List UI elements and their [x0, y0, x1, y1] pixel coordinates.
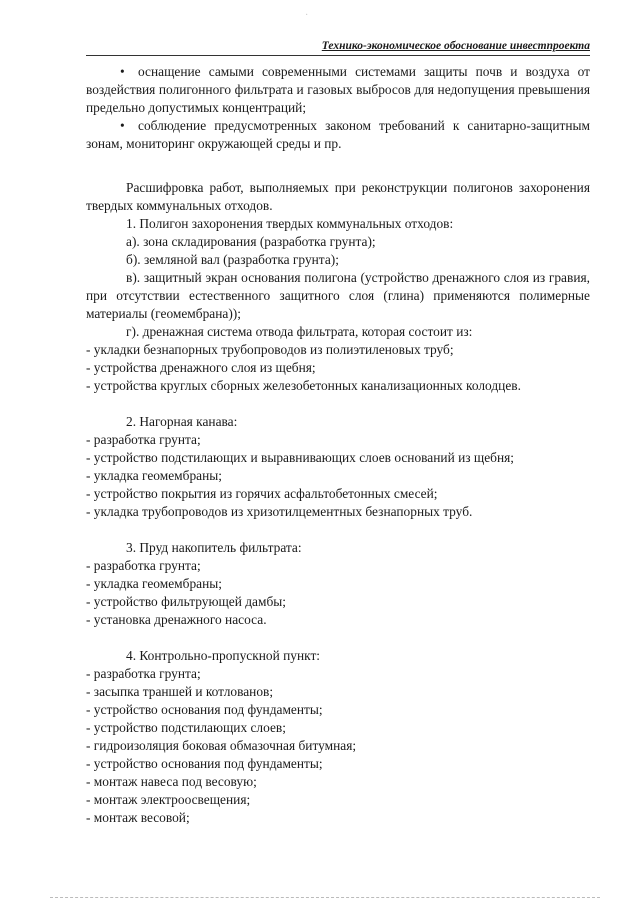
- list-item: б). земляной вал (разработка грунта);: [126, 252, 339, 267]
- section-heading: 3. Пруд накопитель фильтрата:: [126, 540, 302, 555]
- section-heading: 4. Контрольно-пропускной пункт:: [126, 648, 321, 663]
- list-item: - устройство подстилающих слоев;: [86, 720, 286, 735]
- bullet-text: соблюдение предусмотренных законом требований к санитарно-защитным зонам, мониторинг окружающей среды и пр.: [86, 118, 590, 151]
- bullet-item: [86, 63, 590, 117]
- list-item: - укладка геомембраны;: [86, 468, 222, 483]
- intro-paragraph: Расшифровка работ, выполняемых при реконструкции полигонов захоронения твердых коммунальных отходов.: [86, 180, 590, 213]
- list-item: - устройство фильтрующей дамбы;: [86, 594, 286, 609]
- list-item: - устройство покрытия из горячих асфальтобетонных смесей;: [86, 486, 438, 501]
- list-item: - разработка грунта;: [86, 432, 201, 447]
- section-heading: 1. Полигон захоронения твердых коммунальных отходов:: [126, 216, 454, 231]
- list-item: - устройства дренажного слоя из щебня;: [86, 360, 316, 375]
- list-item: в). защитный экран основания полигона (устройство дренажного слоя из гравия, при отсутствии естественного защитного слоя (глина) применяются полимерные материалы (геомембрана));: [86, 270, 590, 321]
- list-item: - монтаж навеса под весовую;: [86, 774, 257, 789]
- list-item: - монтаж весовой;: [86, 810, 190, 825]
- list-item: - устройства круглых сборных железобетонных канализационных колодцев.: [86, 378, 521, 393]
- list-item: а). зона складирования (разработка грунта);: [126, 234, 376, 249]
- list-item: - разработка грунта;: [86, 558, 201, 573]
- list-item: - засыпка траншей и котлованов;: [86, 684, 274, 699]
- list-item: - монтаж электроосвещения;: [86, 792, 251, 807]
- bullet-marker: •: [120, 64, 125, 79]
- list-item: - устройство подстилающих и выравнивающих слоев оснований из щебня;: [86, 450, 515, 465]
- list-item: - укладка трубопроводов из хризотилцементных безнапорных труб.: [86, 504, 473, 519]
- bullet-item: [86, 117, 590, 153]
- running-header: Технико-экономическое обоснование инвестпроекта: [321, 40, 590, 52]
- list-item: - укладка геомембраны;: [86, 576, 222, 591]
- list-item: - установка дренажного насоса.: [86, 612, 267, 627]
- list-item: - устройство основания под фундаменты;: [86, 756, 323, 771]
- scan-edge-line: [50, 897, 600, 898]
- list-item: - укладки безнапорных трубопроводов из полиэтиленовых труб;: [86, 342, 454, 357]
- scan-artifact: ·: [305, 10, 309, 21]
- document-body: [86, 63, 590, 827]
- section-heading: 2. Нагорная канава:: [126, 414, 238, 429]
- bullet-text: оснащение самыми современными системами защиты почв и воздуха от воздействия полигонного фильтрата и газовых выбросов для недопущения превышения предельно допустимых концентраций;: [86, 64, 590, 115]
- bullet-marker: •: [120, 118, 125, 133]
- list-item: - разработка грунта;: [86, 666, 201, 681]
- list-item: г). дренажная система отвода фильтрата, которая состоит из:: [126, 324, 473, 339]
- list-item: - устройство основания под фундаменты;: [86, 702, 323, 717]
- header-rule: [86, 55, 590, 56]
- list-item: - гидроизоляция боковая обмазочная битумная;: [86, 738, 357, 753]
